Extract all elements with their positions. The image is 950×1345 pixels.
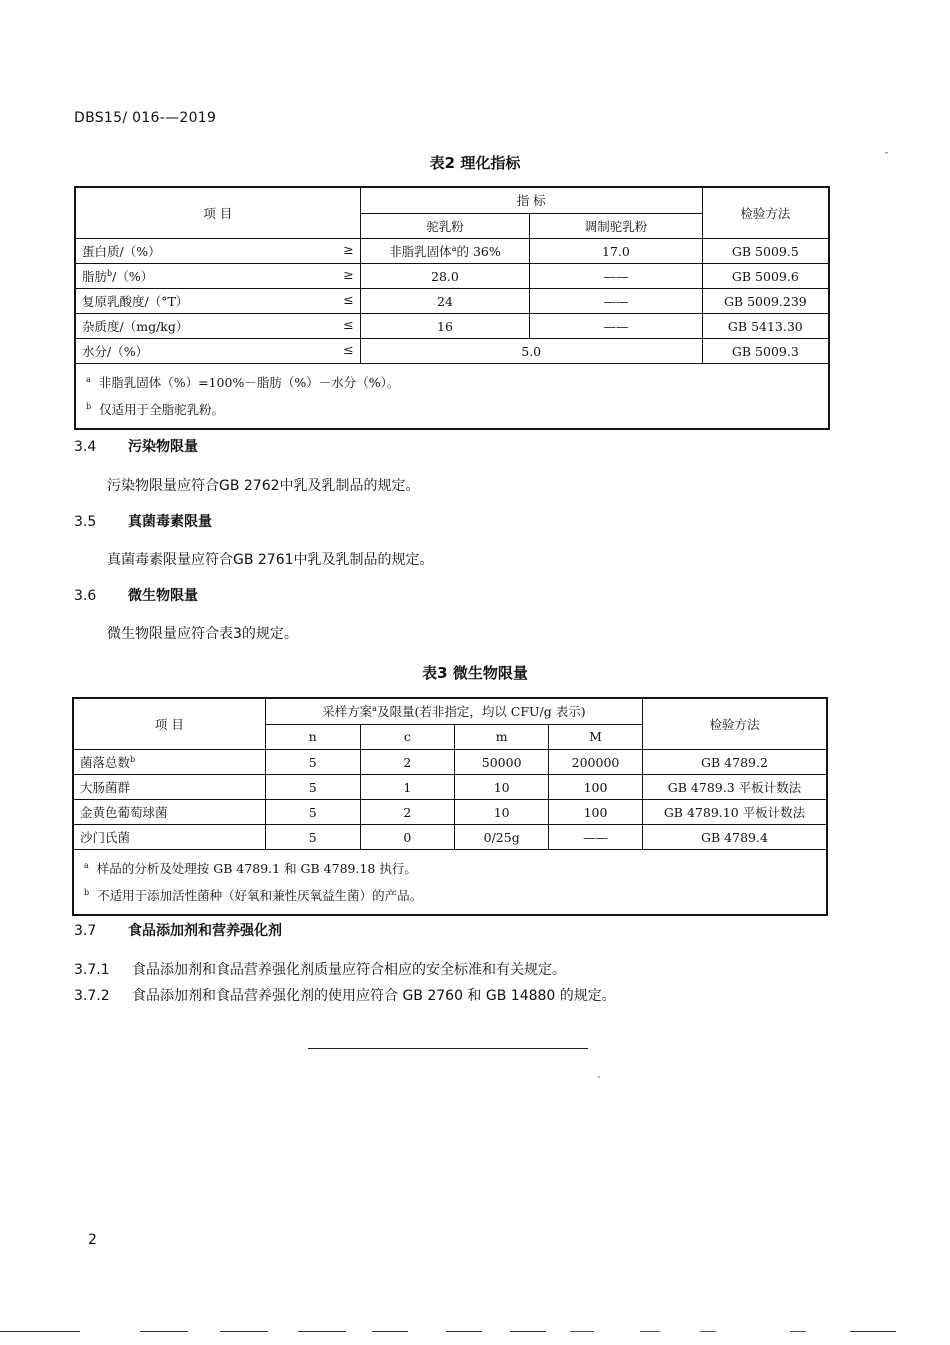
table2-head-col1: 驼乳粉	[360, 213, 530, 239]
section-3-7-heading	[74, 920, 282, 940]
clause-number: 3.7.2	[74, 988, 110, 1004]
row-m: 10	[455, 800, 549, 825]
row-v1: 16	[360, 314, 530, 339]
table-row	[75, 264, 829, 289]
footnote-text: 非脂乳固体（%）=100%－脂肪（%）－水分（%）。	[98, 375, 400, 391]
row-c: 1	[360, 775, 455, 800]
footnote-mark: a	[84, 861, 89, 870]
table3-head-c: c	[360, 724, 455, 750]
footnote	[86, 395, 818, 422]
scan-artifact-lines	[0, 1329, 950, 1335]
table-row	[75, 289, 829, 314]
row-v1-post: 的 36%	[456, 244, 501, 259]
row-M: 200000	[549, 750, 643, 775]
row-v2: ——	[530, 264, 702, 289]
footnote-text: 不适用于添加活性菌种（好氧和兼性厌氧益生菌）的产品。	[97, 888, 423, 904]
row-name: 复原乳酸度/（°T）	[82, 294, 189, 309]
section-number: 3.4	[74, 439, 97, 455]
footnote-text: 仅适用于全脂驼乳粉。	[99, 402, 225, 418]
section-3-6-text: 微生物限量应符合表3的规定。	[107, 626, 298, 642]
row-name: 水分/（%）	[82, 344, 149, 359]
row-value: 5.0	[360, 339, 702, 364]
row-name-post: /（%）	[112, 269, 154, 284]
table2-caption: 表2 理化指标	[429, 154, 521, 172]
table2-head-method: 检验方法	[702, 187, 829, 239]
row-method: GB 5413.30	[702, 314, 829, 339]
footnote	[84, 854, 816, 881]
row-v2: 17.0	[530, 239, 702, 264]
table-row	[73, 825, 827, 850]
row-name: 沙门氏菌	[73, 825, 265, 850]
section-3-6-heading	[74, 585, 198, 605]
row-v2: ——	[530, 314, 702, 339]
table-row	[73, 800, 827, 825]
table2-head-item: 项 目	[75, 187, 360, 239]
section-title: 真菌毒素限量	[128, 514, 212, 530]
row-m: 10	[455, 775, 549, 800]
section-number: 3.7	[74, 923, 97, 939]
section-title: 食品添加剂和营养强化剂	[128, 923, 282, 939]
section-title: 微生物限量	[128, 588, 198, 604]
row-op: ≤	[343, 342, 354, 357]
section-3-5-text: 真菌毒素限量应符合GB 2761中乳及乳制品的规定。	[107, 552, 434, 568]
row-method: GB 4789.3 平板计数法	[642, 775, 827, 800]
section-number: 3.6	[74, 588, 97, 604]
table2-notes-row	[75, 364, 829, 430]
page-number: 2	[88, 1232, 97, 1248]
table3-head-plan: 采样方案	[322, 704, 373, 720]
document-header: DBS15/ 016-—2019	[74, 110, 217, 126]
table-row	[75, 339, 829, 364]
footnote-mark: b	[107, 268, 113, 278]
table2-head-col2: 调制驼乳粉	[530, 213, 702, 239]
table3-header-row	[73, 698, 827, 724]
row-v1: 28.0	[360, 264, 530, 289]
table3	[72, 697, 828, 916]
clause-3-7-2	[74, 985, 616, 1005]
section-3-4-heading	[74, 436, 198, 456]
footnote-mark: b	[86, 402, 92, 412]
row-method: GB 4789.10 平板计数法	[642, 800, 827, 825]
row-method: GB 5009.6	[702, 264, 829, 289]
row-op: ≤	[343, 317, 354, 332]
row-n: 5	[265, 775, 360, 800]
scan-mark: ˊ	[596, 1076, 601, 1087]
footnote-mark: a	[86, 375, 91, 384]
row-method: GB 4789.2	[642, 750, 827, 775]
table-row	[73, 775, 827, 800]
row-M: 100	[549, 775, 643, 800]
row-op: ≥	[343, 242, 354, 257]
row-method: GB 5009.3	[702, 339, 829, 364]
row-method: GB 5009.5	[702, 239, 829, 264]
table-row	[73, 750, 827, 775]
row-name: 大肠菌群	[73, 775, 265, 800]
row-name: 金黄色葡萄球菌	[73, 800, 265, 825]
scan-mark: ˉ	[884, 152, 889, 163]
row-M: ——	[549, 825, 643, 850]
row-M: 100	[549, 800, 643, 825]
row-m: 0/25g	[455, 825, 549, 850]
row-name-pre: 脂肪	[82, 269, 108, 284]
row-name: 杂质度/（mg/kg）	[82, 319, 189, 334]
row-op: ≥	[343, 267, 354, 282]
table3-head-n: n	[265, 724, 360, 750]
table3-head-method: 检验方法	[642, 698, 827, 750]
row-m: 50000	[455, 750, 549, 775]
row-method: GB 5009.239	[702, 289, 829, 314]
table2	[74, 186, 830, 430]
end-rule	[308, 1048, 588, 1049]
table3-caption: 表3 微生物限量	[422, 664, 528, 682]
table3-head-M: M	[549, 724, 643, 750]
table3-head-plan-post: 及限量(若非指定，均以 CFU/g 表示)	[376, 704, 586, 720]
row-c: 2	[360, 750, 455, 775]
footnote-mark: a	[451, 243, 457, 253]
row-v1: 24	[360, 289, 530, 314]
footnote-mark: a	[372, 704, 377, 714]
table3-head-m: m	[455, 724, 549, 750]
row-c: 0	[360, 825, 455, 850]
footnote-mark: b	[130, 754, 136, 764]
footnote	[86, 368, 818, 395]
table3-notes-row	[73, 850, 827, 916]
footnote-text: 样品的分析及处理按 GB 4789.1 和 GB 4789.18 执行。	[96, 861, 417, 877]
row-name: 菌落总数	[80, 755, 131, 770]
table2-header-row	[75, 187, 829, 213]
clause-3-7-1	[74, 959, 566, 979]
clause-number: 3.7.1	[74, 962, 110, 978]
row-name: 蛋白质/（%）	[82, 244, 161, 259]
footnote	[84, 881, 816, 908]
row-n: 5	[265, 750, 360, 775]
section-number: 3.5	[74, 514, 97, 530]
table2-head-index: 指 标	[360, 187, 702, 213]
clause-text: 食品添加剂和食品营养强化剂质量应符合相应的安全标准和有关规定。	[132, 962, 566, 978]
row-method: GB 4789.4	[642, 825, 827, 850]
section-3-4-text: 污染物限量应符合GB 2762中乳及乳制品的规定。	[107, 478, 420, 494]
footnote-mark: b	[84, 888, 90, 898]
row-c: 2	[360, 800, 455, 825]
table-row	[75, 314, 829, 339]
row-v1-pre: 非脂乳固体	[389, 244, 452, 259]
section-title: 污染物限量	[128, 439, 198, 455]
row-op: ≤	[343, 292, 354, 307]
table-row	[75, 239, 829, 264]
row-v2: ——	[530, 289, 702, 314]
clause-text: 食品添加剂和食品营养强化剂的使用应符合 GB 2760 和 GB 14880 的规定。	[132, 988, 616, 1004]
row-n: 5	[265, 800, 360, 825]
row-n: 5	[265, 825, 360, 850]
table3-head-item: 项 目	[73, 698, 265, 750]
section-3-5-heading	[74, 511, 212, 531]
